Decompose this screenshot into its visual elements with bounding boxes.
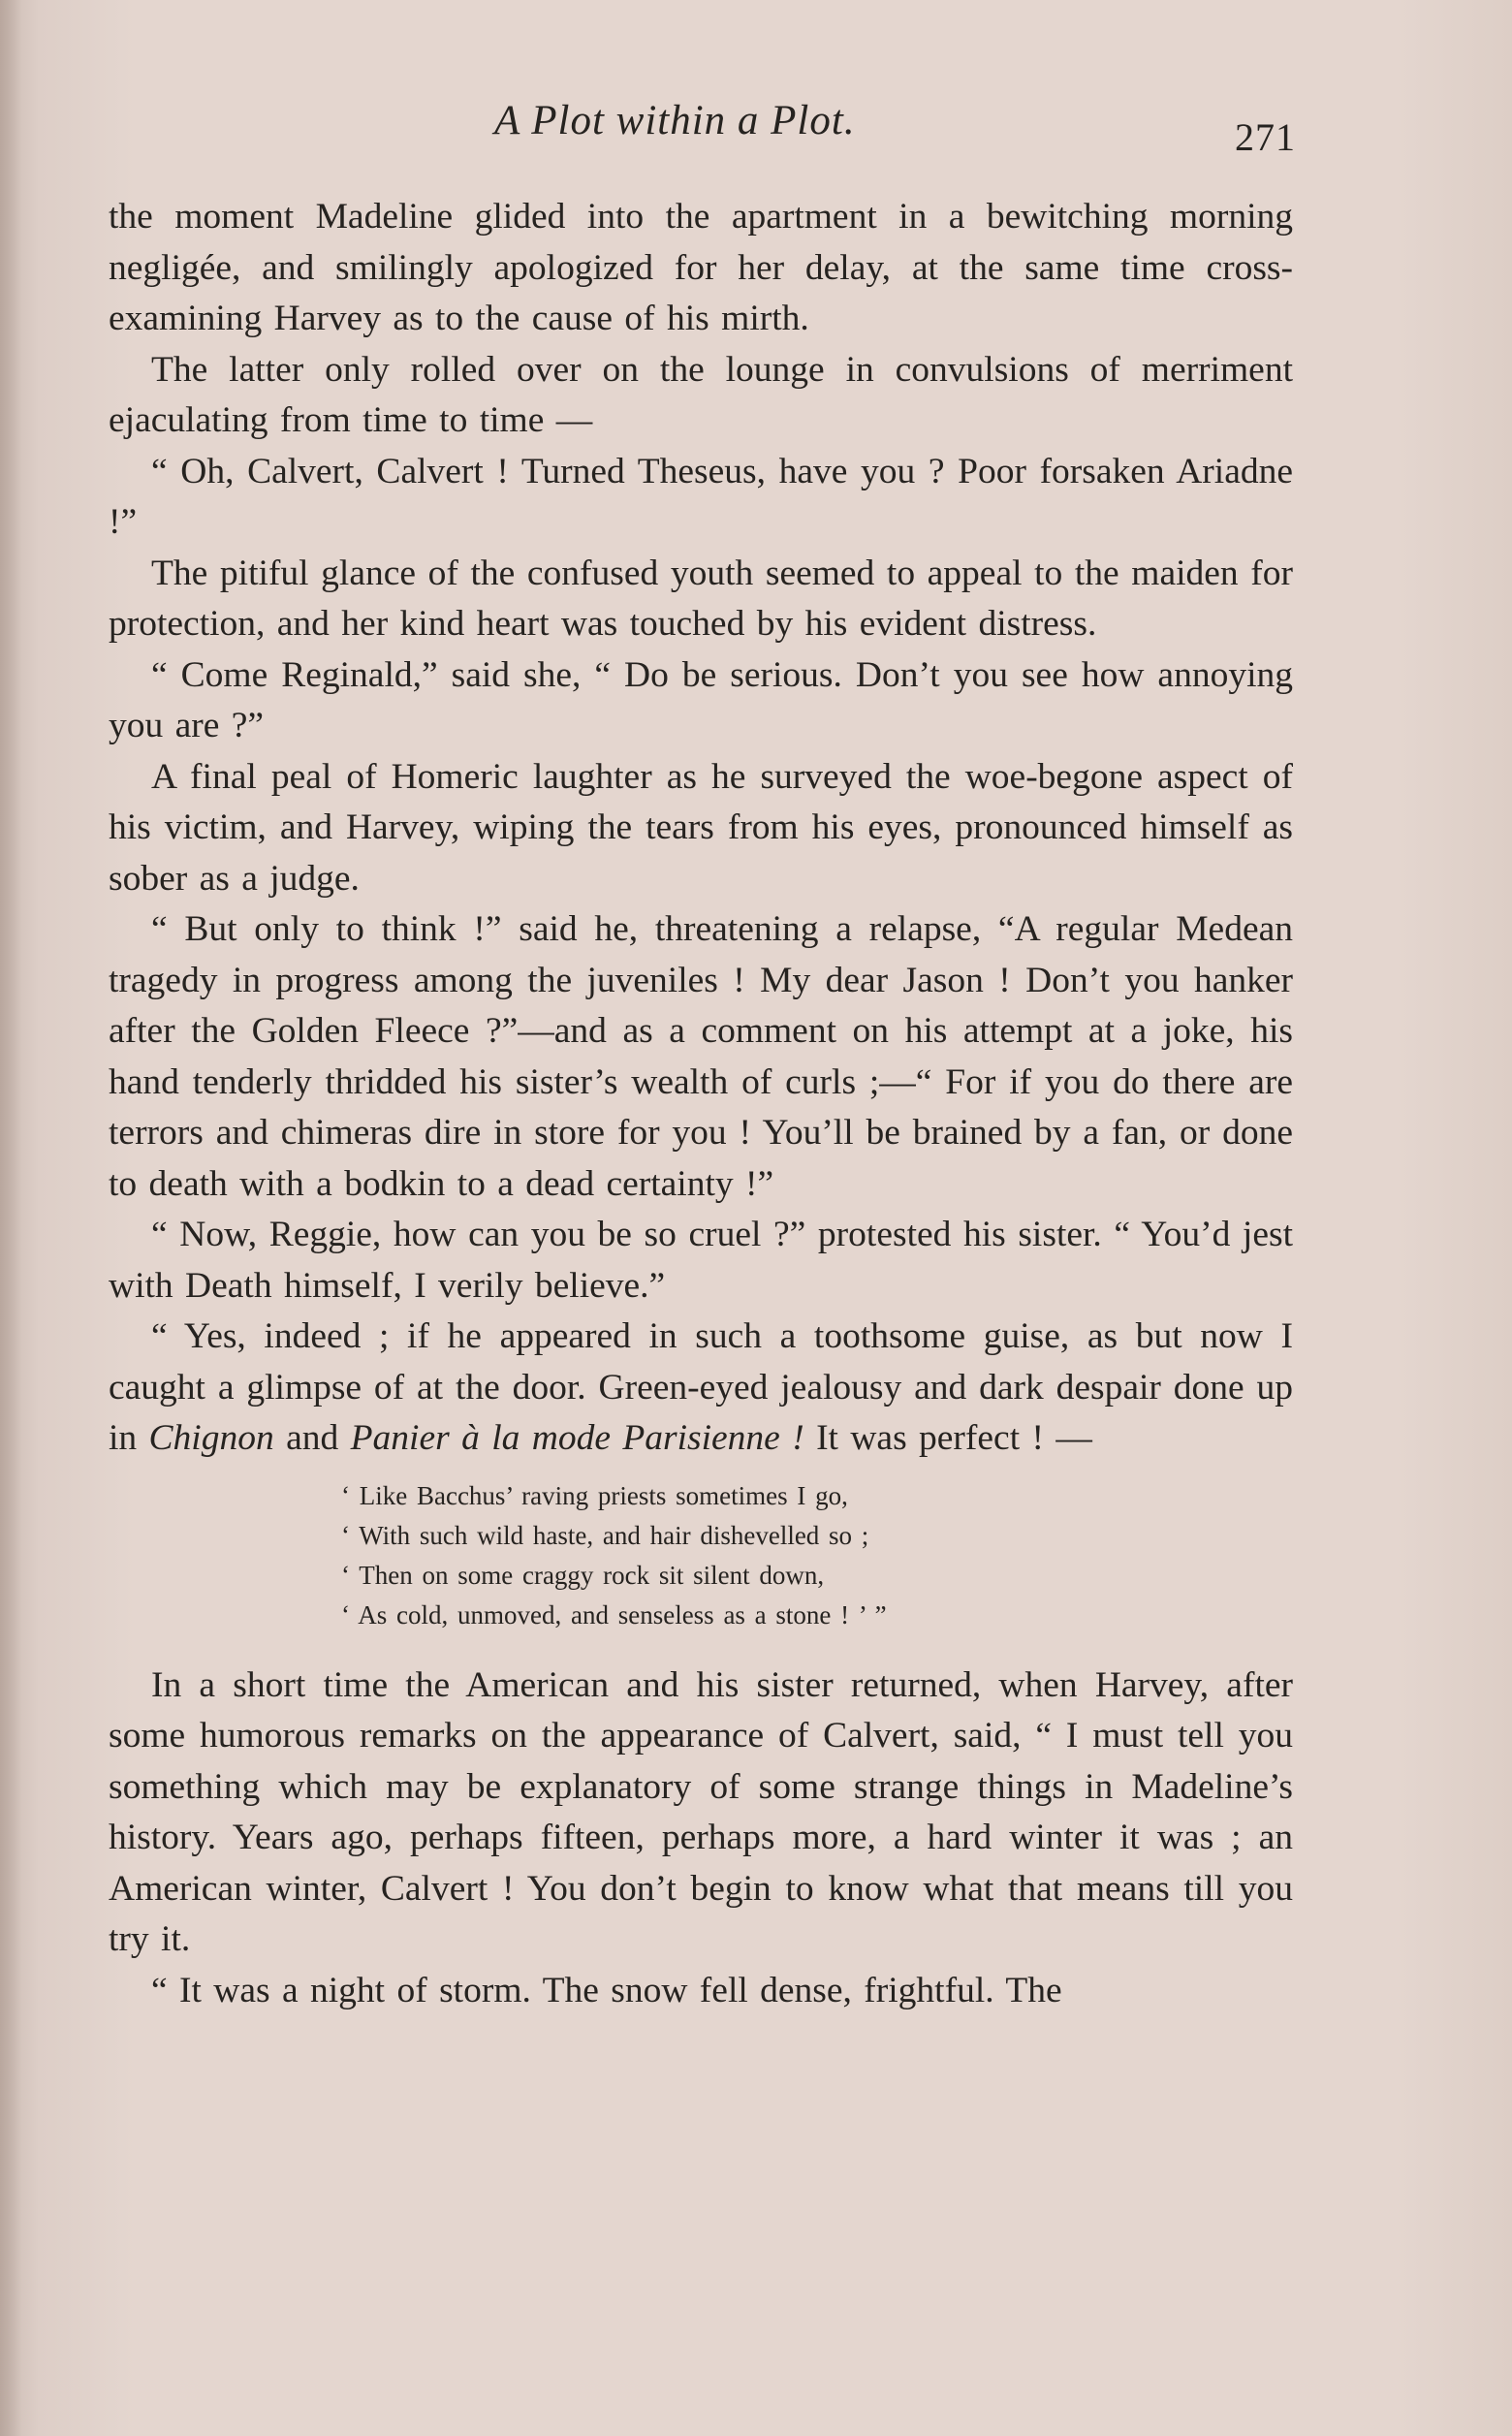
verse-line: ‘ Like Bacchus’ raving priests sometimes I go, — [341, 1480, 848, 1510]
page-gutter-shadow — [0, 0, 21, 2436]
paragraph: the moment Madeline glided into the apartment in a bewitching morning negligée, and smilingly apologized for her delay, at the same time cross-examining Harvey as to the cause of his mirth. — [109, 197, 1293, 338]
italic-term-panier: Panier à la mode Parisienne ! — [350, 1418, 804, 1458]
paragraph-text: and — [273, 1418, 351, 1458]
running-title: A Plot within a Plot. — [494, 98, 856, 143]
paragraph: “ It was a night of storm. The snow fell dense, frightful. The — [151, 1970, 1062, 2010]
running-head — [0, 97, 1512, 165]
verse-line: ‘ With such wild haste, and hair dishevelled so ; — [341, 1520, 869, 1550]
paragraph: In a short time the American and his sister returned, when Harvey, after some humorous remarks on the appearance of Calvert, said, “ I must tell you something which may be explanatory of some strange things in Madeline’s history. Years ago, perhaps fifteen, perhaps more, a hard winter it was ; an American winter, Calvert ! You don’t begin to know what that means till you try it. — [109, 1664, 1293, 1959]
paragraph: “ Oh, Calvert, Calvert ! Turned Theseus, have you ? Poor forsaken Ariadne !” — [109, 451, 1293, 542]
verse-line: ‘ As cold, unmoved, and senseless as a stone ! ’ ” — [341, 1599, 887, 1629]
paragraph: “ But only to think !” said he, threatening a relapse, “A regular Medean tragedy in progress among the juveniles ! My dear Jason ! Don’t you hanker after the Golden Fleece ?”—and as a comment on his attempt at a joke, his hand tenderly thridded his sister’s wealth of curls ;—“ For if you do there are terrors and chimeras dire in store for you ! You’ll be brained by a fan, or done to death with a bodkin to a dead certainty !” — [109, 909, 1293, 1204]
body-text — [109, 192, 1293, 2016]
paragraph: “ Come Reginald,” said she, “ Do be serious. Don’t you see how annoying you are ?” — [109, 654, 1293, 745]
verse-line: ‘ Then on some craggy rock sit silent down, — [341, 1560, 825, 1590]
paragraph: “ Now, Reggie, how can you be so cruel ?” protested his sister. “ You’d jest with Death himself, I verily believe.” — [109, 1215, 1293, 1306]
paragraph: A final peal of Homeric laughter as he surveyed the woe-begone aspect of his victim, and Harvey, wiping the tears from his eyes, pronounced himself as sober as a judge. — [109, 756, 1293, 899]
paragraph — [109, 1312, 1293, 1465]
paragraph-text: It was perfect ! — — [803, 1418, 1092, 1458]
verse-quotation — [341, 1476, 1293, 1635]
paragraph: The latter only rolled over on the lounge in convulsions of merriment ejaculating from time to time — — [109, 349, 1293, 440]
italic-term-chignon: Chignon — [148, 1418, 274, 1458]
page-number: 271 — [1235, 115, 1296, 159]
paragraph: The pitiful glance of the confused youth seemed to appeal to the maiden for protection, and her kind heart was touched by his evident distress. — [109, 553, 1293, 644]
paragraph-text: “ Yes, indeed ; if he appeared in such a toothsome guise, as but now I caught a glimpse of at the door. Green-eyed jealousy and dark despair done up in — [109, 1316, 1293, 1458]
